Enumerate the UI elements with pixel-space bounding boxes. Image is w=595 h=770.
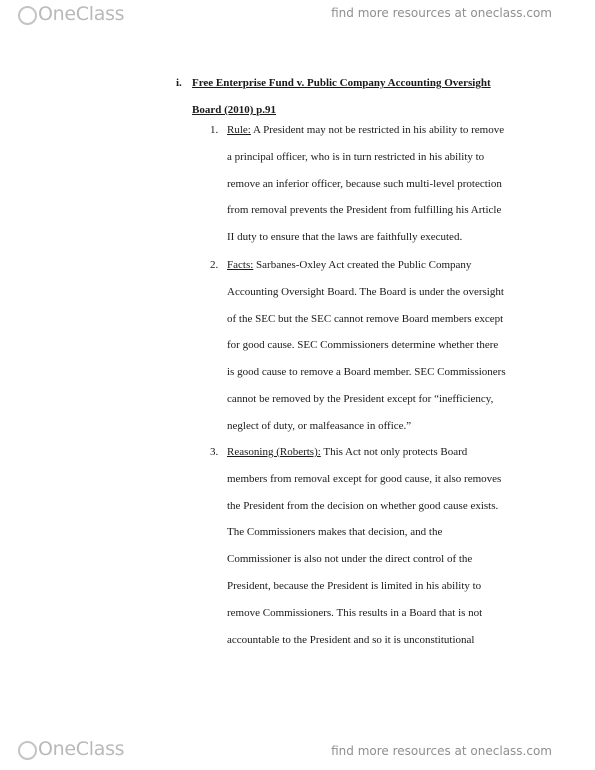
point-line: remove an inferior officer, because such multi-level protection	[227, 177, 502, 190]
point-line: Accounting Oversight Board. The Board is under the oversight	[227, 285, 504, 298]
point-line: The Commissioners makes that decision, and the	[227, 526, 443, 539]
point-line: remove Commissioners. This results in a Board that is not	[227, 606, 483, 619]
point-text: Sarbanes-Oxley Act created the Public Company	[256, 259, 472, 271]
point-number: 3.	[210, 446, 219, 458]
logo-text: OneClass	[38, 3, 125, 25]
point-line: President, because the President is limited in his ability to	[227, 579, 482, 592]
case-title-line-1	[176, 70, 536, 97]
point-line: the President from the decision on whether good cause exists.	[227, 499, 499, 512]
oneclass-logo-icon	[18, 741, 37, 760]
point-line: accountable to the President and so it is unconstitutional	[227, 633, 475, 646]
point-line: for good cause. SEC Commissioners determine whether there	[227, 339, 499, 352]
point-number: 2.	[210, 259, 219, 271]
point-line: is good cause to remove a Board member. SEC Commissioners	[227, 366, 506, 379]
case-title-text-2: Board (2010) p.91	[192, 104, 277, 116]
oneclass-logo-footer[interactable]	[18, 738, 124, 760]
point-reasoning	[210, 439, 532, 653]
point-line: neglect of duty, or malfeasance in office.”	[227, 419, 412, 432]
point-line	[210, 117, 532, 144]
point-number: 1.	[210, 124, 219, 136]
point-line: members from removal except for good cause, it also removes	[227, 472, 502, 485]
point-line	[210, 439, 532, 466]
point-line: Commissioner is also not under the direct control of the	[227, 553, 473, 566]
point-heading: Facts:	[227, 259, 254, 271]
logo-text: OneClass	[38, 738, 125, 760]
point-heading: Reasoning (Roberts):	[227, 446, 321, 458]
case-number: i.	[176, 77, 182, 89]
point-rule	[210, 117, 532, 251]
point-line: from removal prevents the President from fulfilling his Article	[227, 204, 502, 217]
case-title-text-1: Free Enterprise Fund v. Public Company Accounting Oversight	[192, 77, 491, 89]
oneclass-logo[interactable]	[18, 3, 124, 25]
point-line: a principal officer, who is in turn restricted in his ability to	[227, 150, 485, 163]
footer-resources-link[interactable]: find more resources at oneclass.com	[331, 744, 552, 758]
point-text: A President may not be restricted in his ability to remove	[253, 124, 505, 136]
oneclass-logo-icon	[18, 6, 37, 25]
point-line: II duty to ensure that the laws are faithfully executed.	[227, 231, 463, 244]
point-line: cannot be removed by the President except for “inefficiency,	[227, 392, 494, 405]
case-heading	[176, 70, 536, 124]
point-facts	[210, 252, 532, 440]
point-heading: Rule:	[227, 124, 251, 136]
header-resources-link[interactable]: find more resources at oneclass.com	[331, 6, 552, 20]
point-text: This Act not only protects Board	[323, 446, 468, 458]
point-line	[210, 252, 532, 279]
point-line: of the SEC but the SEC cannot remove Board members except	[227, 312, 504, 325]
